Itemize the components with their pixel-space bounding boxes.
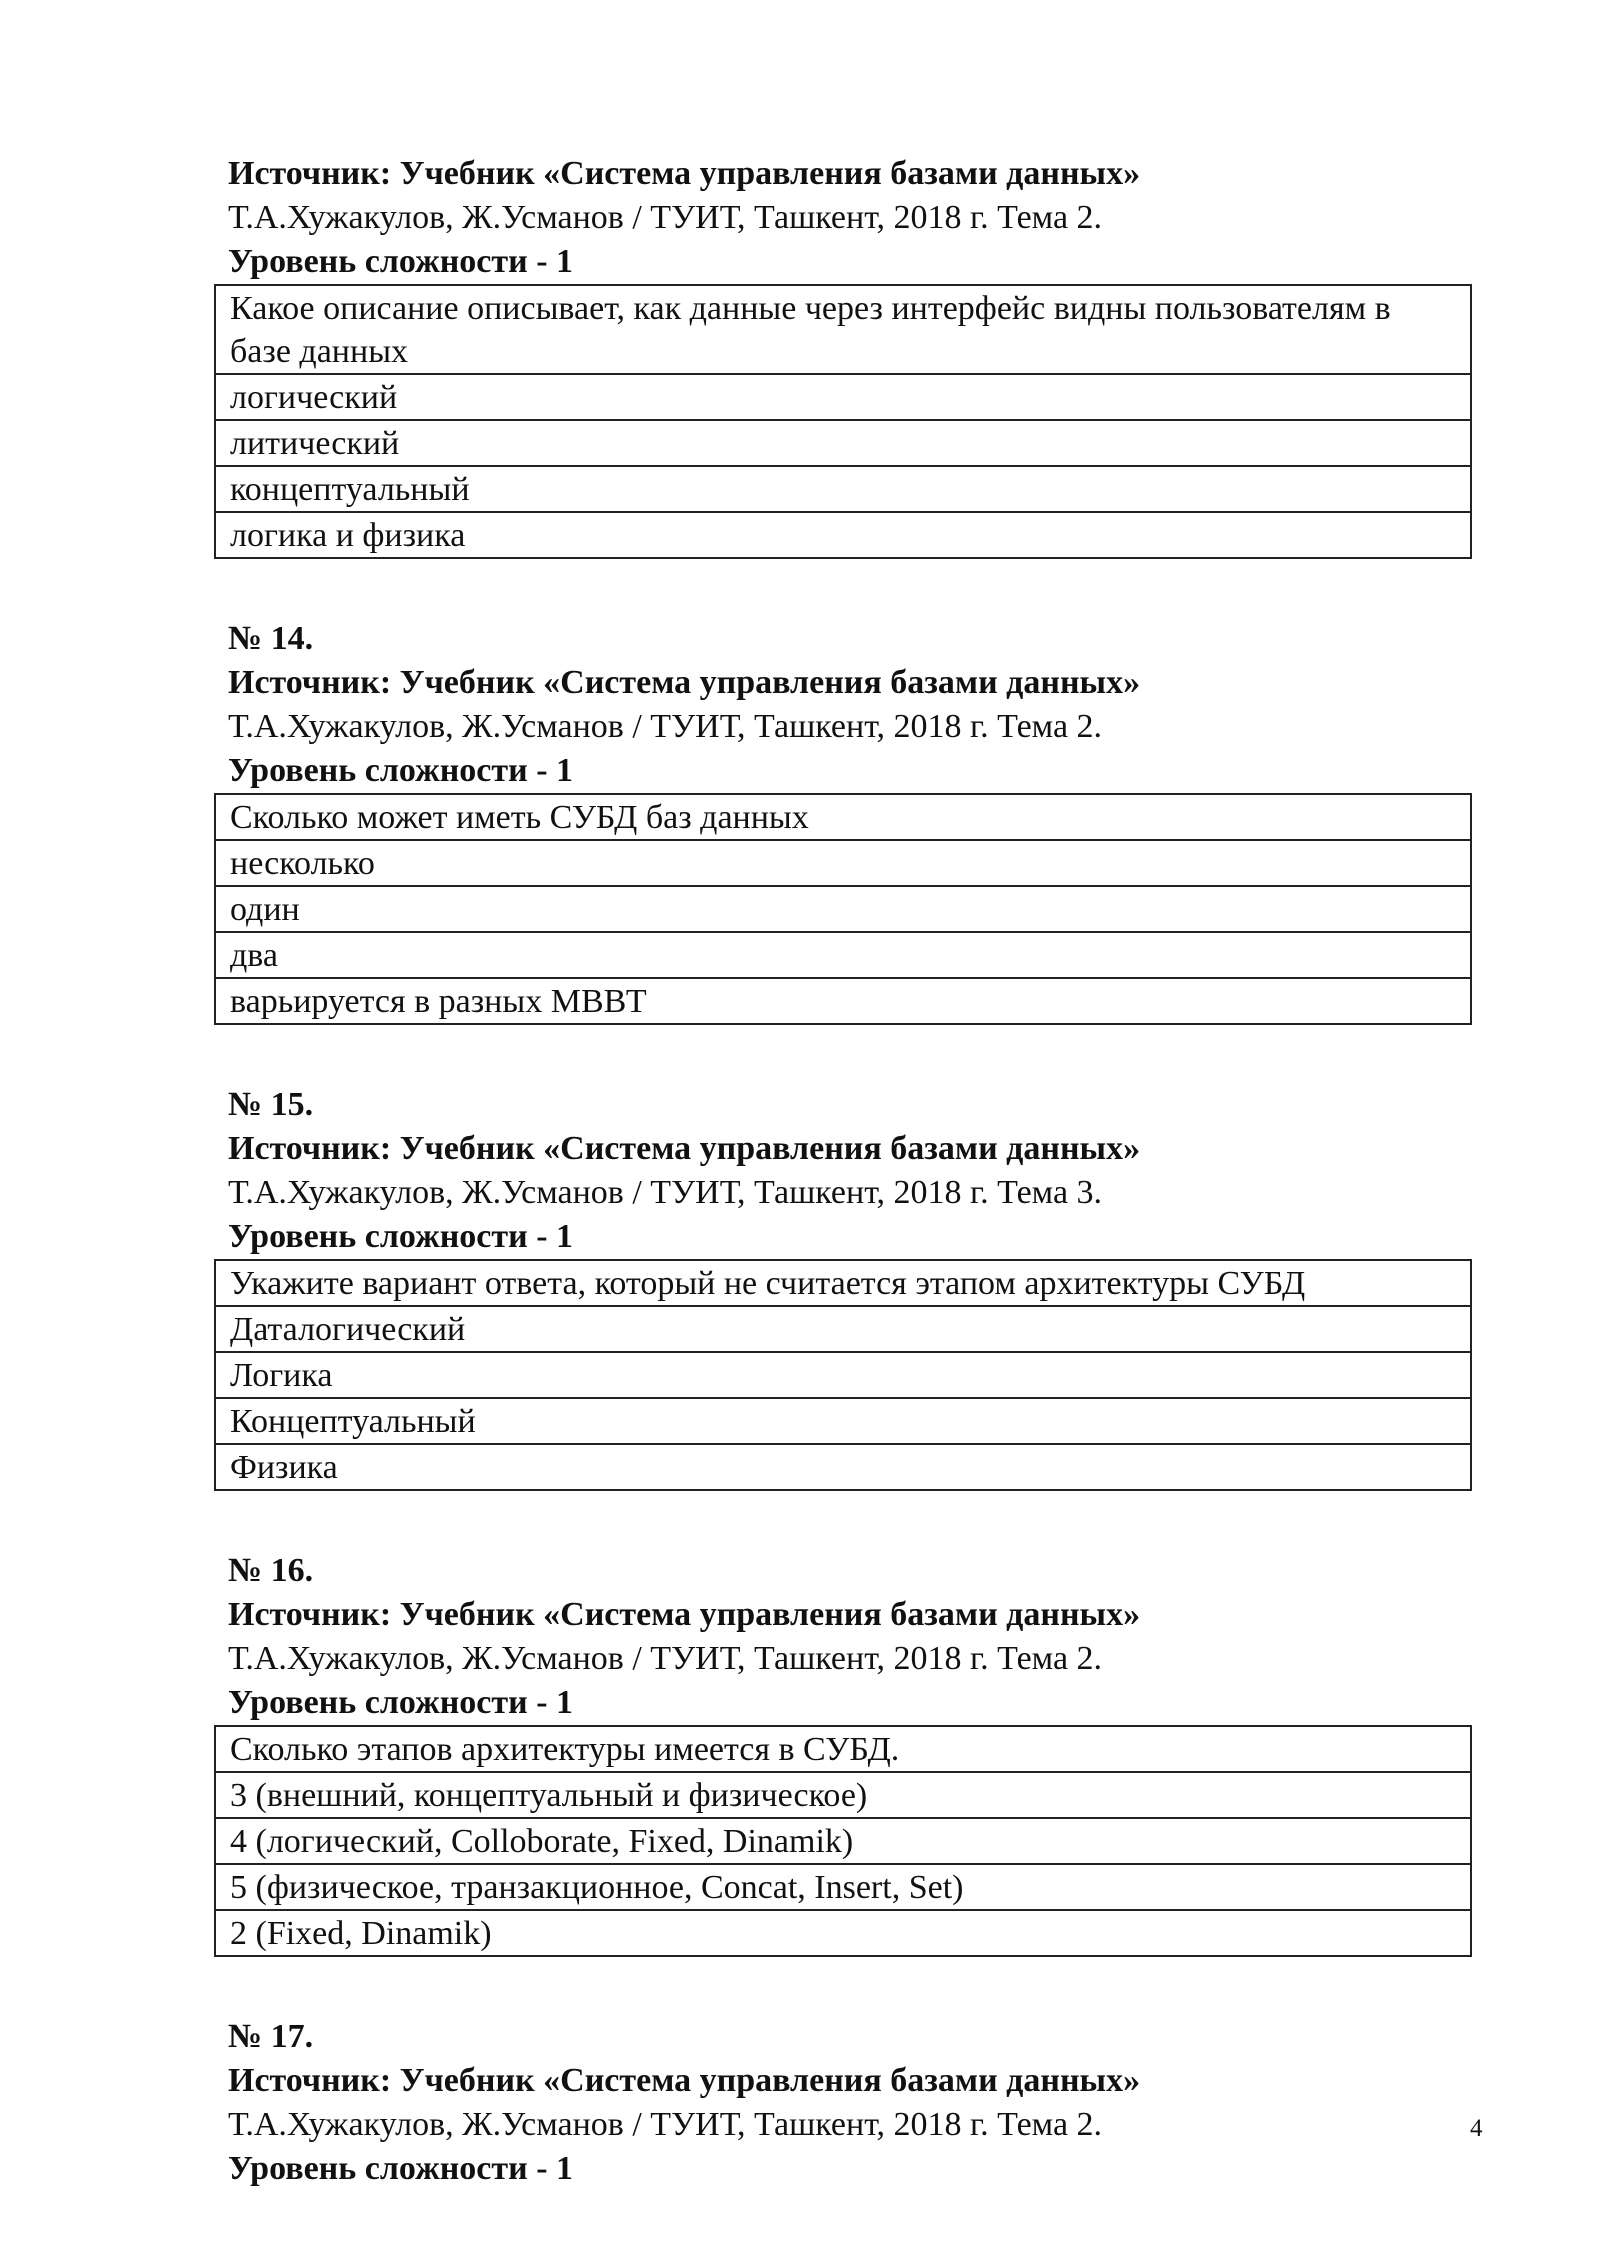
question-text: Сколько может иметь СУБД баз данных — [215, 794, 1471, 840]
answer-row — [215, 1772, 1471, 1818]
answer-row — [215, 840, 1471, 886]
question-block-16 — [214, 1549, 1472, 1957]
answer-row — [215, 466, 1471, 512]
answer-text: один — [215, 886, 1471, 932]
answer-row — [215, 1910, 1471, 1956]
answer-row — [215, 1818, 1471, 1864]
answer-row — [215, 420, 1471, 466]
page-content — [214, 150, 1472, 2249]
question-table — [214, 1725, 1472, 1957]
source-line: Источник: Учебник «Система управления базами данных» — [228, 2062, 1141, 2099]
answer-row — [215, 1864, 1471, 1910]
question-row — [215, 1260, 1471, 1306]
question-table — [214, 793, 1472, 1025]
source-line: Источник: Учебник «Система управления базами данных» — [228, 1130, 1141, 1167]
source-line: Источник: Учебник «Система управления базами данных» — [228, 664, 1141, 701]
question-row — [215, 285, 1471, 374]
question-block-17 — [214, 2015, 1472, 2191]
difficulty-line: Уровень сложности - 1 — [228, 1218, 574, 1255]
question-number: № 16. — [228, 1552, 314, 1589]
answer-row — [215, 512, 1471, 558]
answer-row — [215, 1444, 1471, 1490]
answer-text: Даталогический — [215, 1306, 1471, 1352]
answer-text: Физика — [215, 1444, 1471, 1490]
source-line: Источник: Учебник «Система управления базами данных» — [228, 155, 1141, 192]
page-number: 4 — [1470, 2115, 1483, 2142]
question-block-13 — [214, 152, 1472, 559]
difficulty-line: Уровень сложности - 1 — [228, 243, 574, 280]
authors-line: Т.А.Хужакулов, Ж.Усманов / ТУИТ, Ташкент, 2018 г. Тема 2. — [228, 199, 1103, 236]
answer-row — [215, 1352, 1471, 1398]
question-text: Какое описание описывает, как данные через интерфейс видны пользователям в базе данных — [215, 285, 1471, 374]
answer-text: литический — [215, 420, 1471, 466]
difficulty-line: Уровень сложности - 1 — [228, 752, 574, 789]
question-text: Укажите вариант ответа, который не считается этапом архитектуры СУБД — [215, 1260, 1471, 1306]
question-block-14 — [214, 617, 1472, 1025]
difficulty-line: Уровень сложности - 1 — [228, 1684, 574, 1721]
question-number: № 14. — [228, 620, 314, 657]
answer-text: несколько — [215, 840, 1471, 886]
question-table — [214, 1259, 1472, 1491]
answer-text: два — [215, 932, 1471, 978]
question-row — [215, 794, 1471, 840]
answer-text: варьируется в разных МВВТ — [215, 978, 1471, 1024]
answer-text: логика и физика — [215, 512, 1471, 558]
answer-text: 2 (Fixed, Dinamik) — [215, 1910, 1471, 1956]
difficulty-line: Уровень сложности - 1 — [228, 2150, 574, 2187]
source-line: Источник: Учебник «Система управления базами данных» — [228, 1596, 1141, 1633]
answer-text: Логика — [215, 1352, 1471, 1398]
answer-text: 3 (внешний, концептуальный и физическое) — [215, 1772, 1471, 1818]
answer-row — [215, 1398, 1471, 1444]
answer-row — [215, 374, 1471, 420]
answer-row — [215, 932, 1471, 978]
answer-text: логический — [215, 374, 1471, 420]
authors-line: Т.А.Хужакулов, Ж.Усманов / ТУИТ, Ташкент, 2018 г. Тема 2. — [228, 2106, 1103, 2143]
question-number: № 15. — [228, 1086, 314, 1123]
question-block-15 — [214, 1083, 1472, 1491]
question-text: Сколько этапов архитектуры имеется в СУБД. — [215, 1726, 1471, 1772]
authors-line: Т.А.Хужакулов, Ж.Усманов / ТУИТ, Ташкент, 2018 г. Тема 2. — [228, 1640, 1103, 1677]
question-number: № 17. — [228, 2018, 314, 2055]
answer-row — [215, 886, 1471, 932]
answer-text: концептуальный — [215, 466, 1471, 512]
answer-row — [215, 978, 1471, 1024]
authors-line: Т.А.Хужакулов, Ж.Усманов / ТУИТ, Ташкент, 2018 г. Тема 2. — [228, 708, 1103, 745]
answer-text: 5 (физическое, транзакционное, Concat, Insert, Set) — [215, 1864, 1471, 1910]
answer-text: Концептуальный — [215, 1398, 1471, 1444]
answer-row — [215, 1306, 1471, 1352]
question-row — [215, 1726, 1471, 1772]
authors-line: Т.А.Хужакулов, Ж.Усманов / ТУИТ, Ташкент, 2018 г. Тема 3. — [228, 1174, 1103, 1211]
question-table — [214, 284, 1472, 559]
answer-text: 4 (логический, Colloborate, Fixed, Dinamik) — [215, 1818, 1471, 1864]
